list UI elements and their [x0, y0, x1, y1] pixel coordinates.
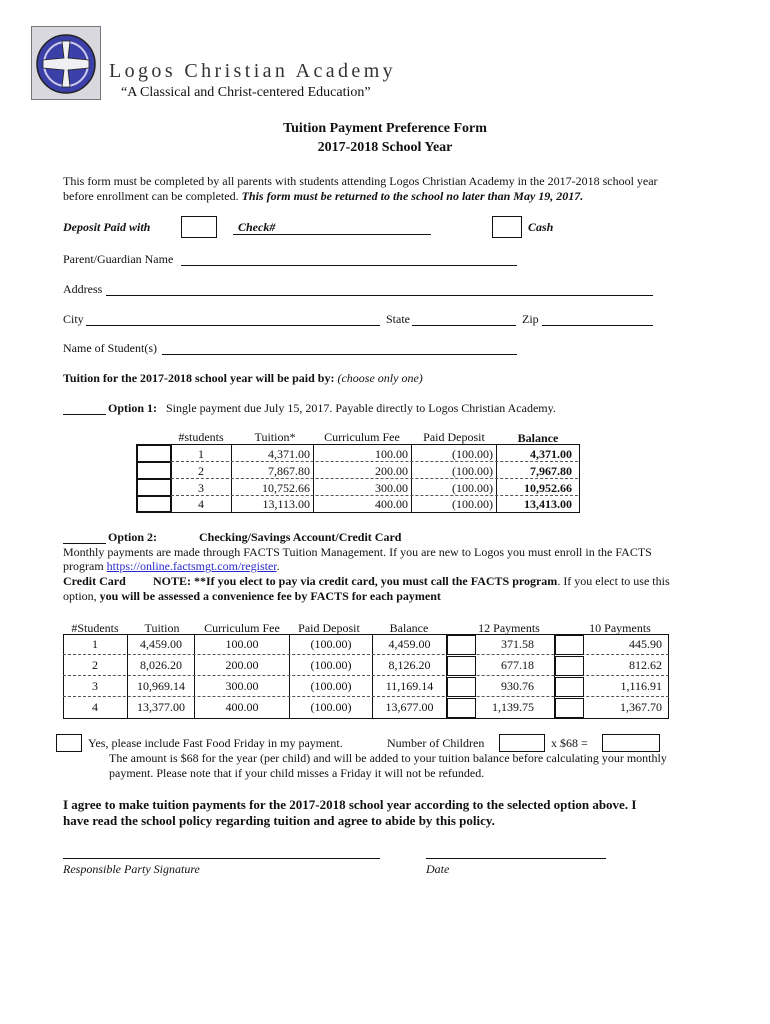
opt2-cell: 2 — [92, 658, 98, 672]
option2-label: Option 2: — [108, 530, 158, 544]
opt1-cell: 7,967.80 — [530, 464, 572, 478]
deposit-label: Deposit Paid with — [63, 220, 151, 234]
students-label: Name of Student(s) — [63, 341, 157, 355]
opt2-cell: (100.00) — [310, 658, 352, 672]
opt2-cell: 3 — [92, 679, 98, 693]
signature-field[interactable] — [63, 858, 380, 859]
option-word: option, — [63, 589, 97, 603]
opt2-cell: 677.18 — [501, 658, 534, 672]
option1-checkbox-3[interactable] — [137, 479, 171, 496]
opt1-cell: (100.00) — [452, 447, 493, 461]
option2-10pay-checkbox-2[interactable] — [555, 656, 584, 676]
choose-one-note: (choose only one) — [337, 371, 423, 385]
student-names-field[interactable] — [162, 354, 517, 355]
fast-food-label: Yes, please include Fast Food Friday in my payment. — [88, 736, 343, 750]
opt1-cell: 3 — [198, 481, 204, 495]
fast-food-total-input[interactable] — [602, 734, 660, 752]
opt1-cell: 13,413.00 — [524, 497, 572, 511]
opt2-cell: 200.00 — [225, 658, 259, 672]
school-year-title: 2017-2018 School Year — [317, 140, 453, 155]
fast-food-note-2: payment. Please note that if your child misses a Friday it will not be refunded. — [109, 766, 485, 780]
city-field[interactable] — [86, 325, 380, 326]
credit-card-note: NOTE: **If you elect to pay via credit card, you must call the FACTS program — [153, 574, 558, 588]
check-checkbox[interactable] — [181, 216, 217, 238]
opt2-cell: 812.62 — [629, 658, 662, 672]
opt2-cell: 8,026.20 — [140, 658, 182, 672]
cash-checkbox[interactable] — [492, 216, 522, 238]
opt2-cell: 445.90 — [629, 637, 662, 651]
opt1-header-balance: Balance — [517, 431, 559, 445]
option2-12pay-checkbox-2[interactable] — [447, 656, 476, 676]
school-name: Logos Christian Academy — [109, 60, 397, 82]
option1-checkbox-4[interactable] — [137, 496, 171, 512]
opt2-cell: (100.00) — [310, 700, 352, 714]
option2-method: Checking/Savings Account/Credit Card — [199, 530, 402, 544]
opt2-cell: 4,459.00 — [140, 637, 182, 651]
opt2-cell: 1 — [92, 637, 98, 651]
option2-select-line[interactable] — [63, 543, 106, 544]
option2-10pay-checkbox-4[interactable] — [555, 698, 584, 718]
opt1-cell: 2 — [198, 464, 204, 478]
guardian-name-field[interactable] — [181, 265, 517, 266]
zip-label: Zip — [522, 312, 539, 326]
agreement-line-2: have read the school policy regarding tuition and agree to abide by this policy. — [63, 813, 495, 828]
state-field[interactable] — [412, 325, 516, 326]
option1-label: Option 1: — [108, 401, 158, 415]
city-label: City — [63, 312, 84, 326]
agreement-line-1: I agree to make tuition payments for the 2017-2018 school year according to the selected option above. I — [63, 797, 637, 812]
convenience-fee-line — [63, 589, 441, 604]
opt1-cell: 4,371.00 — [268, 447, 310, 461]
opt2-cell: 4 — [92, 700, 98, 714]
opt2-header-balance: Balance — [389, 621, 429, 635]
opt2-cell: 4,459.00 — [388, 637, 431, 651]
opt2-cell: 371.58 — [501, 637, 534, 651]
opt2-header-tuition: Tuition — [144, 621, 180, 635]
fee-multiplier: x $68 = — [551, 736, 588, 750]
opt2-cell: (100.00) — [310, 679, 352, 693]
intro-line-1: This form must be completed by all parents with students attending Logos Christian Academy in the 2017-2018 school year — [63, 174, 658, 188]
opt2-cell: 1,367.70 — [620, 700, 662, 714]
school-logo — [31, 26, 101, 100]
date-label: Date — [426, 862, 450, 876]
option2-10pay-checkbox-1[interactable] — [555, 635, 584, 655]
opt1-cell: (100.00) — [452, 464, 493, 478]
opt1-cell: 13,113.00 — [262, 497, 310, 511]
opt2-cell: 300.00 — [225, 679, 259, 693]
check-number-field[interactable] — [233, 234, 431, 235]
opt2-cell: (100.00) — [310, 637, 352, 651]
opt2-cell: 930.76 — [501, 679, 534, 693]
opt2-cell: 13,677.00 — [385, 700, 434, 714]
opt1-header-curriculum: Curriculum Fee — [324, 430, 400, 444]
opt1-cell: 400.00 — [375, 497, 408, 511]
facts-register-link[interactable]: https://online.factsmgt.com/register — [106, 559, 277, 573]
children-count-input[interactable] — [499, 734, 545, 752]
opt2-cell: 8,126.20 — [388, 658, 431, 672]
date-field[interactable] — [426, 858, 606, 859]
tuition-paid-label: Tuition for the 2017-2018 school year will be paid by: — [63, 371, 335, 385]
opt2-header-students: #Students — [71, 621, 119, 635]
opt1-cell: 200.00 — [375, 464, 408, 478]
credit-card-note-line — [153, 574, 670, 589]
opt2-cell: 100.00 — [225, 637, 259, 651]
opt2-cell: 13,377.00 — [137, 700, 185, 714]
opt2-header-deposit: Paid Deposit — [298, 621, 360, 635]
tuition-paid-by — [63, 371, 423, 386]
convenience-fee-note: you will be assessed a convenience fee by FACTS for each payment — [99, 589, 441, 603]
fast-food-note-1: The amount is $68 for the year (per child) and will be added to your tuition balance before calculating your monthly — [109, 751, 667, 765]
cross-emblem-icon — [32, 27, 100, 99]
option2-12pay-checkbox-1[interactable] — [447, 635, 476, 655]
zip-field[interactable] — [542, 325, 653, 326]
opt1-cell: 100.00 — [375, 447, 408, 461]
guardian-label: Parent/Guardian Name — [63, 252, 174, 266]
opt1-cell: (100.00) — [452, 481, 493, 495]
cash-label: Cash — [528, 220, 554, 234]
credit-card-after: . If you elect to use this — [557, 574, 670, 588]
opt1-cell: 300.00 — [375, 481, 408, 495]
intro-deadline: This form must be returned to the school no later than May 19, 2017. — [241, 189, 584, 203]
check-number-label: Check# — [238, 220, 276, 234]
program-word: program — [63, 559, 104, 573]
signature-label: Responsible Party Signature — [63, 862, 200, 876]
opt1-cell: 1 — [198, 447, 204, 461]
fast-food-checkbox[interactable] — [56, 734, 82, 752]
period: . — [276, 559, 280, 573]
option1-text: Single payment due July 15, 2017. Payable directly to Logos Christian Academy. — [166, 401, 556, 415]
intro-plain: before enrollment can be completed. — [63, 189, 239, 203]
facts-info-line: Monthly payments are made through FACTS Tuition Management. If you are new to Logos you must enroll in the FACTS — [63, 545, 652, 559]
option2-12pay-checkbox-4[interactable] — [447, 698, 476, 718]
opt2-header-curriculum: Curriculum Fee — [204, 621, 280, 635]
form-title: Tuition Payment Preference Form — [283, 121, 487, 136]
option1-checkbox-1[interactable] — [137, 445, 171, 462]
opt1-cell: 10,752.66 — [262, 481, 310, 495]
address-field[interactable] — [106, 295, 653, 296]
option1-select-line[interactable] — [63, 414, 106, 415]
credit-card-label: Credit Card — [63, 574, 126, 588]
opt2-cell: 1,116.91 — [620, 679, 662, 693]
opt1-cell: 10,952.66 — [524, 481, 572, 495]
option2-10pay-checkbox-3[interactable] — [555, 677, 584, 697]
children-count-label: Number of Children — [387, 736, 485, 750]
opt1-header-deposit: Paid Deposit — [423, 430, 485, 444]
option2-12pay-checkbox-3[interactable] — [447, 677, 476, 697]
state-label: State — [386, 312, 410, 326]
opt2-cell: 400.00 — [225, 700, 259, 714]
opt2-cell: 1,139.75 — [492, 700, 534, 714]
address-label: Address — [63, 282, 103, 296]
opt1-header-students: #students — [178, 430, 224, 444]
opt2-header-10: 10 Payments — [589, 621, 651, 635]
opt1-cell: 4,371.00 — [530, 447, 572, 461]
intro-line-2 — [63, 189, 583, 204]
opt2-header-12: 12 Payments — [478, 621, 540, 635]
opt1-cell: 7,867.80 — [268, 464, 310, 478]
facts-register-line — [63, 559, 280, 574]
opt2-cell: 11,169.14 — [385, 679, 434, 693]
opt1-cell: (100.00) — [452, 497, 493, 511]
school-motto: “A Classical and Christ-centered Education” — [121, 85, 371, 100]
option1-checkbox-2[interactable] — [137, 462, 171, 479]
opt1-cell: 4 — [198, 497, 204, 511]
opt1-header-tuition: Tuition* — [254, 430, 296, 444]
opt2-cell: 10,969.14 — [137, 679, 185, 693]
